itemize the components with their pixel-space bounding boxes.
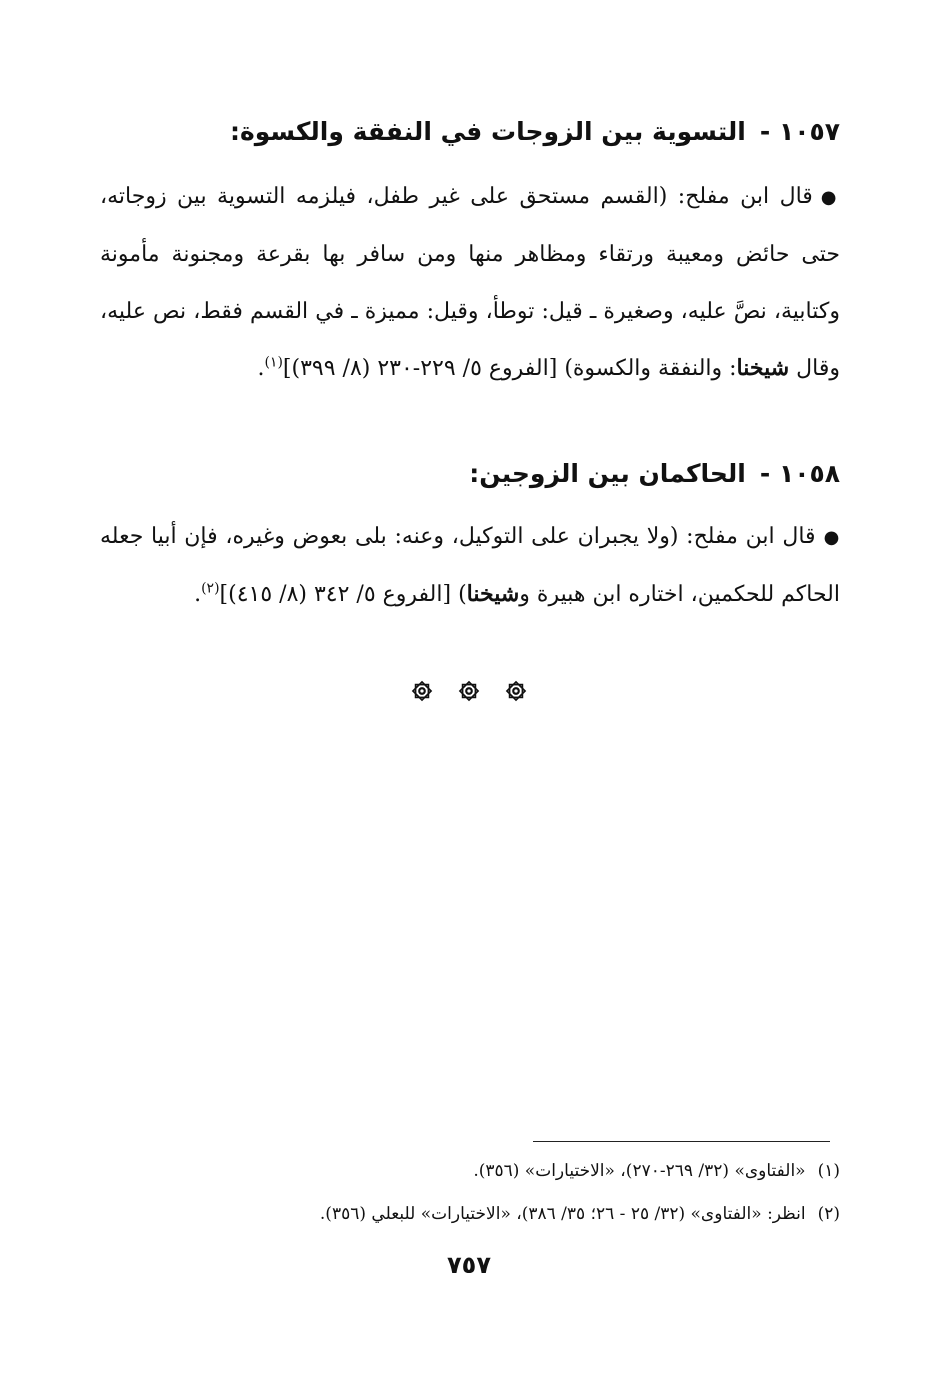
paragraph-text: قال ابن مفلح: (ولا يجبران على التوكيل، وعنه: بلى بعوض وغيره، فإن أبيا جعله الحاكم للحكمين، اختاره ابن هبيرة و [100, 524, 840, 607]
entry-heading-1057 [100, 112, 840, 152]
section-end-ornaments [0, 680, 938, 702]
footnote-text: «الفتاوى» (٣٢/ ٢٦٩-٢٧٠)، «الاختيارات» (٣٥٦). [473, 1161, 806, 1181]
footnote-mark: (٢) [817, 1204, 840, 1224]
bullet-icon: ● [820, 187, 840, 208]
star-flower-icon [458, 680, 480, 702]
footnote-separator [533, 1141, 830, 1142]
entry-title: الحاكمان بين الزوجين: [469, 459, 746, 488]
sentence-end: . [257, 356, 265, 381]
star-flower-icon [505, 680, 527, 702]
footnotes [100, 1150, 840, 1236]
emphasis-term: شيخنا [466, 581, 520, 607]
star-flower-icon [411, 680, 433, 702]
sentence-end: . [194, 582, 202, 607]
footnote-item [100, 1150, 840, 1193]
footnote-reference: (١) [264, 354, 283, 371]
footnote-item [100, 1193, 840, 1236]
paragraph-text: قال ابن مفلح: (القسم مستحق على غير طفل، فيلزمه التسوية بين زوجاته، حتى حائض ومعيبة ورتقاء ومظاهر منها ومن سافر بها بقرعة ومجنونة مأمونة وكتابية، نصَّ عليه، وصغيرة ـ قيل: توطأ، وقيل: مميزة ـ في القسم فقط، نص عليه، وقال [100, 184, 840, 381]
footnote-mark: (١) [817, 1161, 840, 1181]
entry-paragraph-1057 [100, 168, 840, 397]
paragraph-text-continued: ) [الفروع ٥/ ٣٤٢ (٨/ ٤١٥)] [219, 582, 467, 607]
entry-number: ١٠٥٧ - [759, 117, 840, 146]
entry-heading-1058 [100, 454, 840, 494]
bullet-icon: ● [823, 527, 840, 548]
entry-paragraph-1058 [100, 508, 840, 623]
emphasis-term: شيخنا [736, 355, 790, 381]
page-number: ٧٥٧ [447, 1251, 491, 1279]
paragraph-text-continued: : والنفقة والكسوة) [الفروع ٥/ ٢٢٩-٢٣٠ (٨/ ٣٩٩)] [282, 356, 737, 381]
entry-title: التسوية بين الزوجات في النفقة والكسوة: [229, 117, 746, 146]
footnote-reference: (٢) [201, 580, 220, 597]
entry-number: ١٠٥٨ - [759, 459, 840, 488]
footnote-text: انظر: «الفتاوى» (٣٢/ ٢٥ - ٢٦؛ ٣٥/ ٣٨٦)، «الاختيارات» للبعلي (٣٥٦). [319, 1204, 806, 1224]
